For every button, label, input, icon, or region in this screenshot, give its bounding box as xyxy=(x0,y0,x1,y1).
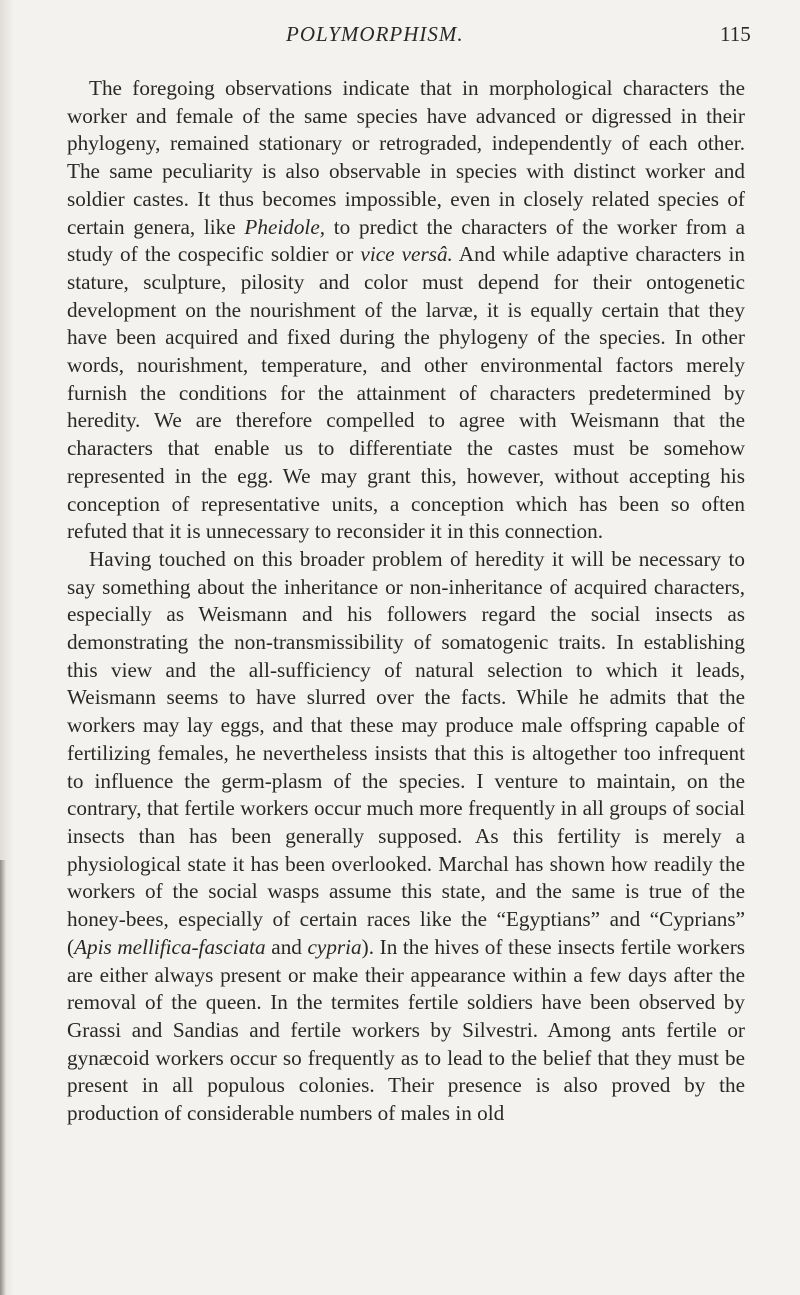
text-run: and xyxy=(265,934,308,959)
paragraph-1 xyxy=(67,75,745,546)
paragraph-2 xyxy=(67,546,745,1128)
text-run: ). In the hives of these insects fertile workers are either always present or make their appearance within a few days after the removal of the queen. In the termites fertile soldiers have been observed by Grassi and Sandias and fertile workers by Silvestri. Among ants fertile or gynæcoid workers occur so frequently as to lead to the belief that they must be present in all populous colonies. Their presence is also proved by the production of considerable numbers of males in old xyxy=(67,934,745,1126)
running-title: POLYMORPHISM. xyxy=(286,22,464,46)
latin-phrase-italic: vice versâ. xyxy=(360,242,453,267)
text-run: to predict the characters of the worker from a study of the cospecific soldier or xyxy=(67,214,745,267)
text-run: And while adaptive characters in stature, sculpture, pilosity and color must depend for their ontogenetic development on the nourishment of the larvæ, it is equally certain that they have been acquired and fixed during the phylogeny of the species. In other words, nourishment, temperature, and other environmental factors merely furnish the conditions for the attainment of characters predetermined by heredity. We are therefore compelled to agree with Weismann that the characters that enable us to differentiate the castes must be somehow represented in the egg. We may grant this, however, without accepting his conception of representative units, a conception which has been so often refuted that it is unnecessary to reconsider it in this connection. xyxy=(67,242,745,544)
page-edge-dark-shadow xyxy=(0,860,6,1295)
page-number: 115 xyxy=(720,22,751,46)
body-text xyxy=(67,75,745,1128)
genus-name-italic: Pheidole, xyxy=(244,214,326,239)
text-run: The foregoing observations indicate that in morphological characters the worker and female of the same species have advanced or digressed in their phylogeny, remained stationary or retrograded, independently of each other. The same peculiarity is also observable in species with distinct worker and soldier castes. It thus becomes impossible, even in closely related species of certain genera, like xyxy=(67,76,745,239)
species-name-italic: Apis mellifica-fasciata xyxy=(74,934,266,959)
text-run: Having touched on this broader problem of heredity it will be necessary to say something about the inheritance or non-inheritance of acquired characters, especially as Weismann and his followers regard the social insects as demonstrating the non-transmissibility of somatogenic traits. In establishing this view and the all-sufficiency of natural selection to which it leads, Weismann seems to have slurred over the facts. While he admits that the workers may lay eggs, and that these may produce male offspring capable of fertilizing females, he nevertheless insists that this is altogether too infrequent to influence the germ-plasm of the species. I venture to maintain, on the contrary, that fertile workers occur much more frequently in all groups of social insects than has been generally supposed. As this fertility is merely a physiological state it has been overlooked. Marchal has shown how readily the workers of the social wasps assume this state, and the same is true of the honey-bees, especially of certain races like the “Egyptians” and “Cyprians” ( xyxy=(67,546,745,959)
species-name-italic: cypria xyxy=(307,934,362,959)
